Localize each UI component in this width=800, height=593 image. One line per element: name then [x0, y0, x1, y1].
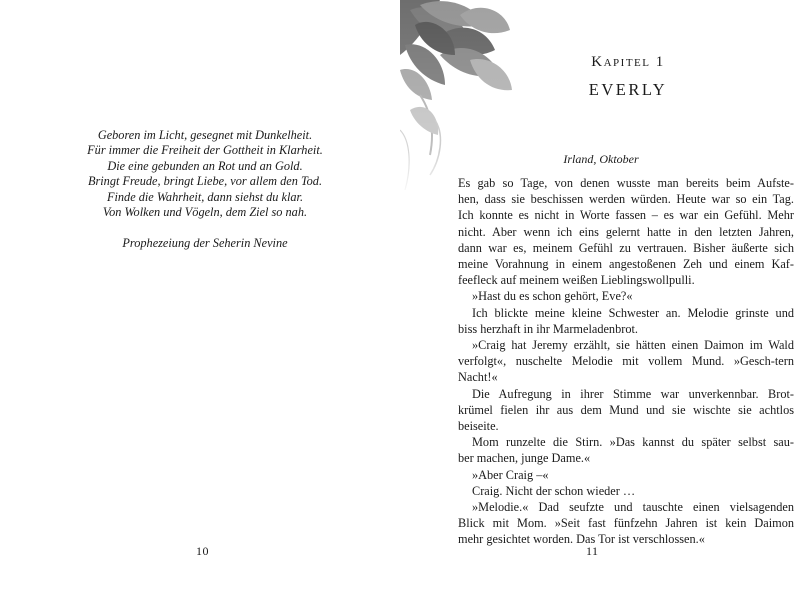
epigraph-line: Für immer die Freiheit der Gottheit in Klarheit. [87, 143, 323, 158]
right-page [400, 0, 800, 593]
text-line: Blick mit Mom. »Seit fast fünfzehn Jahren ist kein Daimon [458, 516, 794, 531]
page-number-left: 10 [196, 544, 209, 558]
epigraph-attribution: Prophezeiung der Seherin Nevine [122, 236, 288, 250]
epigraph-line: Von Wolken und Vögeln, dem Ziel so nah. [102, 205, 308, 220]
text-line: »Melodie.« Dad seufzte und tauschte einen vielsagenden [472, 500, 794, 515]
chapter-body [458, 175, 794, 548]
page-number-right: 11 [586, 544, 599, 558]
text-line: Ich konnte es nicht in Worte fassen – es war ein Gefühl. Mehr [458, 208, 794, 223]
flower-illustration-icon [400, 0, 560, 200]
text-line: Ich blickte meine kleine Schwester an. Melodie grinste und [472, 305, 794, 320]
text-line: »Aber Craig –« [472, 467, 549, 482]
epigraph-line: Geboren im Licht, gesegnet mit Dunkelheit. [97, 128, 313, 142]
text-line: Es gab so Tage, von denen wusste man bereits beim Aufste- [458, 176, 794, 190]
text-line: dann war es, meinem Gefühl zu vertrauen. Bisher äußerte sich [458, 240, 794, 255]
place-date: Irland, Oktober [563, 152, 639, 166]
text-line: »Hast du es schon gehört, Eve?« [472, 289, 633, 304]
text-line: »Craig hat Jeremy erzählt, sie hätten einen Daimon im Wald [472, 338, 794, 353]
text-line: beiseite. [458, 419, 499, 434]
epigraph [48, 128, 362, 220]
text-line: ber machen, junge Dame.« [458, 451, 591, 466]
text-line: hen, dass sie beschissen werden würden. Heute war so ein Tag. [458, 192, 794, 207]
chapter-label: Kapitel 1 [591, 54, 665, 70]
epigraph-line: Bringt Freude, bringt Liebe, vor allem den Tod. [87, 174, 323, 189]
text-line: Die Aufregung in ihrer Stimme war unverkennbar. Brot- [472, 386, 794, 401]
text-line: Mom runzelte die Stirn. »Das kannst du später selbst sau- [472, 435, 794, 450]
text-line: biss herzhaft in ihr Marmeladenbrot. [458, 321, 638, 336]
text-line: krümel fielen ihr aus dem Mund und sie wischte sie achtlos [458, 402, 794, 417]
epigraph-line: Die eine gebunden an Rot und an Gold. [107, 158, 303, 173]
text-line: nicht. Aber wenn ich eins gelernt hatte in den letzten Jahren, [458, 224, 794, 239]
epigraph-line: Finde die Wahrheit, dann siehst du klar. [106, 189, 304, 204]
text-line: mehr gesichtet worden. Das Tor ist verschlossen.« [458, 532, 705, 547]
text-line: Craig. Nicht der schon wieder … [472, 483, 636, 498]
text-line: verfolgt«, nuschelte Melodie mit vollem Mund. »Gesch-tern [458, 354, 794, 369]
chapter-title: EVERLY [588, 80, 668, 99]
text-line: meine Vorahnung in einem angestoßenen Zeh und einem Kaf- [458, 257, 794, 272]
text-line: feefleck auf meinem weißen Lieblingswollpulli. [458, 273, 695, 288]
text-line: Nacht!« [458, 370, 498, 385]
